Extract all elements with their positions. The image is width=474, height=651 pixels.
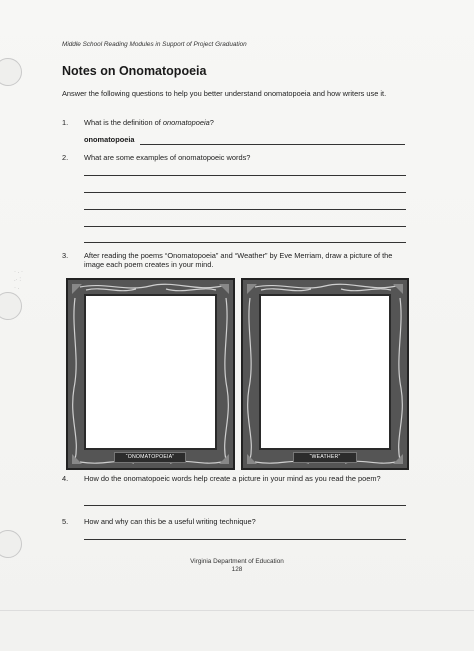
question-1-number: 1. — [62, 118, 69, 127]
question-2-number: 2. — [62, 153, 69, 162]
question-5-text: How and why can this be a useful writing technique? — [84, 517, 256, 526]
question-1-text-italic: onomatopoeia — [162, 118, 210, 127]
picture-frame-weather — [241, 278, 409, 470]
punch-hole-top — [0, 58, 22, 86]
question-3-number: 3. — [62, 251, 69, 260]
question-1-text — [84, 118, 404, 127]
question-1-text-before: What is the definition of — [84, 118, 163, 127]
frame-caption-onomatopoeia: “ONOMATOPOEIA” — [114, 452, 186, 463]
answer-line[interactable] — [84, 226, 406, 227]
answer-line[interactable] — [84, 242, 406, 243]
answer-line[interactable] — [84, 192, 406, 193]
question-5-number: 5. — [62, 517, 69, 526]
frame-caption-weather: “WEATHER” — [293, 452, 357, 463]
scan-specks: · . · .· : · . — [14, 269, 23, 291]
answer-line[interactable] — [84, 209, 406, 210]
question-4-text: How do the onomatopoeic words help create a picture in your mind as you read the poem? — [84, 474, 381, 483]
answer-line[interactable] — [84, 175, 406, 176]
definition-term: onomatopoeia — [84, 135, 135, 144]
answer-line[interactable] — [84, 505, 406, 506]
drawing-area-weather[interactable] — [259, 294, 391, 450]
question-4-number: 4. — [62, 474, 69, 483]
page-number: 128 — [231, 566, 243, 573]
answer-line[interactable] — [84, 539, 406, 540]
drawing-area-onomatopoeia[interactable] — [84, 294, 217, 450]
scan-edge-line — [0, 610, 474, 611]
picture-frame-onomatopoeia — [66, 278, 235, 470]
definition-answer-line[interactable] — [140, 144, 405, 145]
header-note: Middle School Reading Modules in Support of Project Graduation — [62, 41, 247, 48]
question-2-text: What are some examples of onomatopoeic words? — [84, 153, 251, 162]
page-title: Notes on Onomatopoeia — [62, 64, 207, 78]
question-3-text: After reading the poems “Onomatopoeia” and “Weather” by Eve Merriam, draw a picture of the image each poem creates in your mind. — [84, 251, 393, 269]
question-1-text-after: ? — [209, 118, 214, 127]
footer-org: Virginia Department of Education — [190, 558, 284, 565]
intro-text: Answer the following questions to help you better understand onomatopoeia and how writers use it. — [62, 89, 387, 98]
punch-hole-bottom — [0, 530, 22, 558]
